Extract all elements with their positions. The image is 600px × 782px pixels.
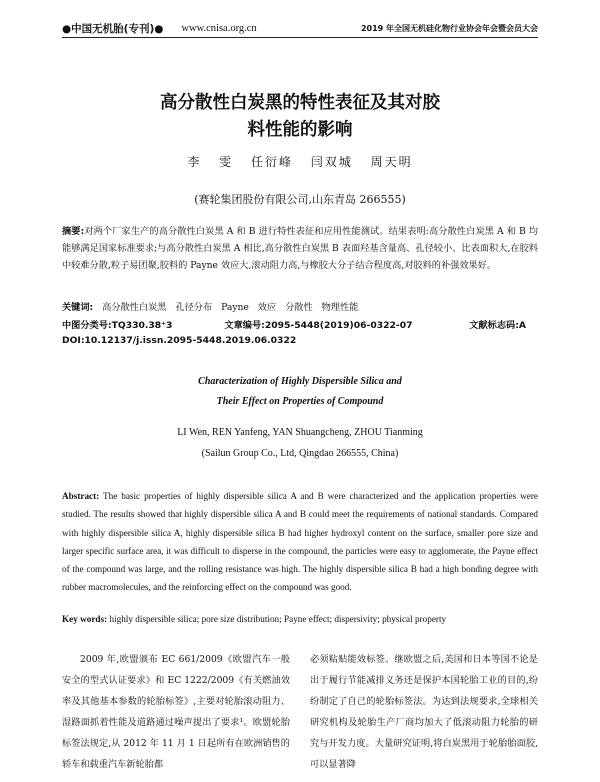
magazine-name: ●中国无机胎(专刊)● xyxy=(62,22,164,35)
journal-url[interactable]: www.cnisa.org.cn xyxy=(181,22,257,34)
paper-title-cn xyxy=(60,90,540,144)
title-cn-line-1: 高分散性白炭黑的特性表征及其对胶 xyxy=(160,93,440,113)
abstract-en-label: Abstract: xyxy=(62,491,100,501)
keywords-en-text: highly dispersible silica; pore size distribution; Payne effect; dispersivity; physical property xyxy=(109,614,447,624)
affiliation-en: (Sailun Group Co., Ltd, Qingdao 266555, China) xyxy=(201,448,399,459)
affiliation-cn: (赛轮集团股份有限公司,山东青岛 266555) xyxy=(194,193,406,206)
keywords-cn xyxy=(62,299,538,313)
body-column-left: 2009 年,欧盟颁布 EC 661/2009《欧盟汽车一般安全的型式认证要求》和 EC 1222/2009《有关燃油效率及其他基本参数的轮胎标签》,主要对轮胎滚动阻力、湿路面抓着性能及道路通过噪声提出了要求¹。欧盟轮胎标签法规定,从 2012 年 11 月 1 日起所有在欧洲销售的轿车和载重汽车新轮胎都 xyxy=(62,654,290,770)
title-cn-line-2: 料性能的影响 xyxy=(247,120,353,140)
body-column-right: 必须粘贴能效标签。继欧盟之后,美国和日本等国不论是出于履行节能减排义务还是保护本国轮胎工业的目的,纷纷制定了自己的轮胎标签法。为达到法规要求,全球相关研究机构及轮胎生产厂商均加大了低滚动阻力轮胎的研究与开发力度。大量研究证明,将白炭黑用于轮胎胎面胶,可以显著降 xyxy=(310,654,538,770)
paper-title-en xyxy=(60,372,540,412)
keyword-item: 分散性 xyxy=(285,302,313,313)
keywords-en-label: Key words: xyxy=(62,614,108,624)
keyword-item: Payne 效应 xyxy=(221,302,277,313)
classification-row xyxy=(62,317,538,331)
abstract-cn-label: 摘要: xyxy=(62,226,85,237)
conference-name: 2019 年全国无机硅化物行业协会年会暨会员大会 xyxy=(360,23,538,33)
keyword-item: 高分散性白炭黑 xyxy=(102,302,167,313)
title-en-line-2: Their Effect on Properties of Compound xyxy=(216,396,384,407)
keywords-en xyxy=(62,614,538,624)
article-number: 文章编号:2095-5448(2019)06-0322-07 xyxy=(224,320,413,331)
keywords-cn-label: 关键词: xyxy=(62,302,94,313)
page-header xyxy=(62,19,538,38)
title-en-line-1: Characterization of Highly Dispersible Silica and xyxy=(198,376,402,387)
keyword-item: 物理性能 xyxy=(321,302,359,313)
clc-number: 中图分类号:TQ330.38⁺3 xyxy=(62,320,173,331)
abstract-en xyxy=(62,487,538,597)
keyword-item: 孔径分布 xyxy=(175,302,213,313)
document-code: 文献标志码:A xyxy=(469,320,526,331)
authors-cn: 李 雯 任衍峰 闫双城 周天明 xyxy=(187,155,413,169)
abstract-en-text: The basic properties of highly dispersible silica A and B were characterized and the application properties were studied. The results showed that highly dispersible silica A and B could meet the requirements of national standards. Compared with highly dispersible silica A, highly dispersible silica B had higher hydroxyl content on the surface, smaller pore size and larger specific surface area, it was difficult to disperse in the compound, the particles were easy to agglomerate, the Payne effect of the compound was large, and the rolling resistance was high. The highly dispersible silica B had a high bonding degree with rubber macromolecules, and the reinforcing effect on the compound was good. xyxy=(62,491,538,593)
authors-en: LI Wen, REN Yanfeng, YAN Shuangcheng, ZHOU Tianming xyxy=(177,427,423,438)
abstract-cn-text: 对两个厂家生产的高分散性白炭黑 A 和 B 进行特性表征和应用性能测试。结果表明:高分散性白炭黑 A 和 B 均能够满足国家标准要求;与高分散性白炭黑 A 相比,高分散性白炭黑 B 表面羟基含量高、孔径较小、比表面积大,在胶料中较难分散,粒子易团聚,胶料的 Payne 效应大,滚动阻力高,与橡胶大分子结合程度高,对胶料的补强效果好。 xyxy=(62,226,538,271)
doi[interactable]: DOI:10.12137/j.issn.2095-5448.2019.06.0322 xyxy=(62,335,297,346)
abstract-cn xyxy=(62,223,538,274)
